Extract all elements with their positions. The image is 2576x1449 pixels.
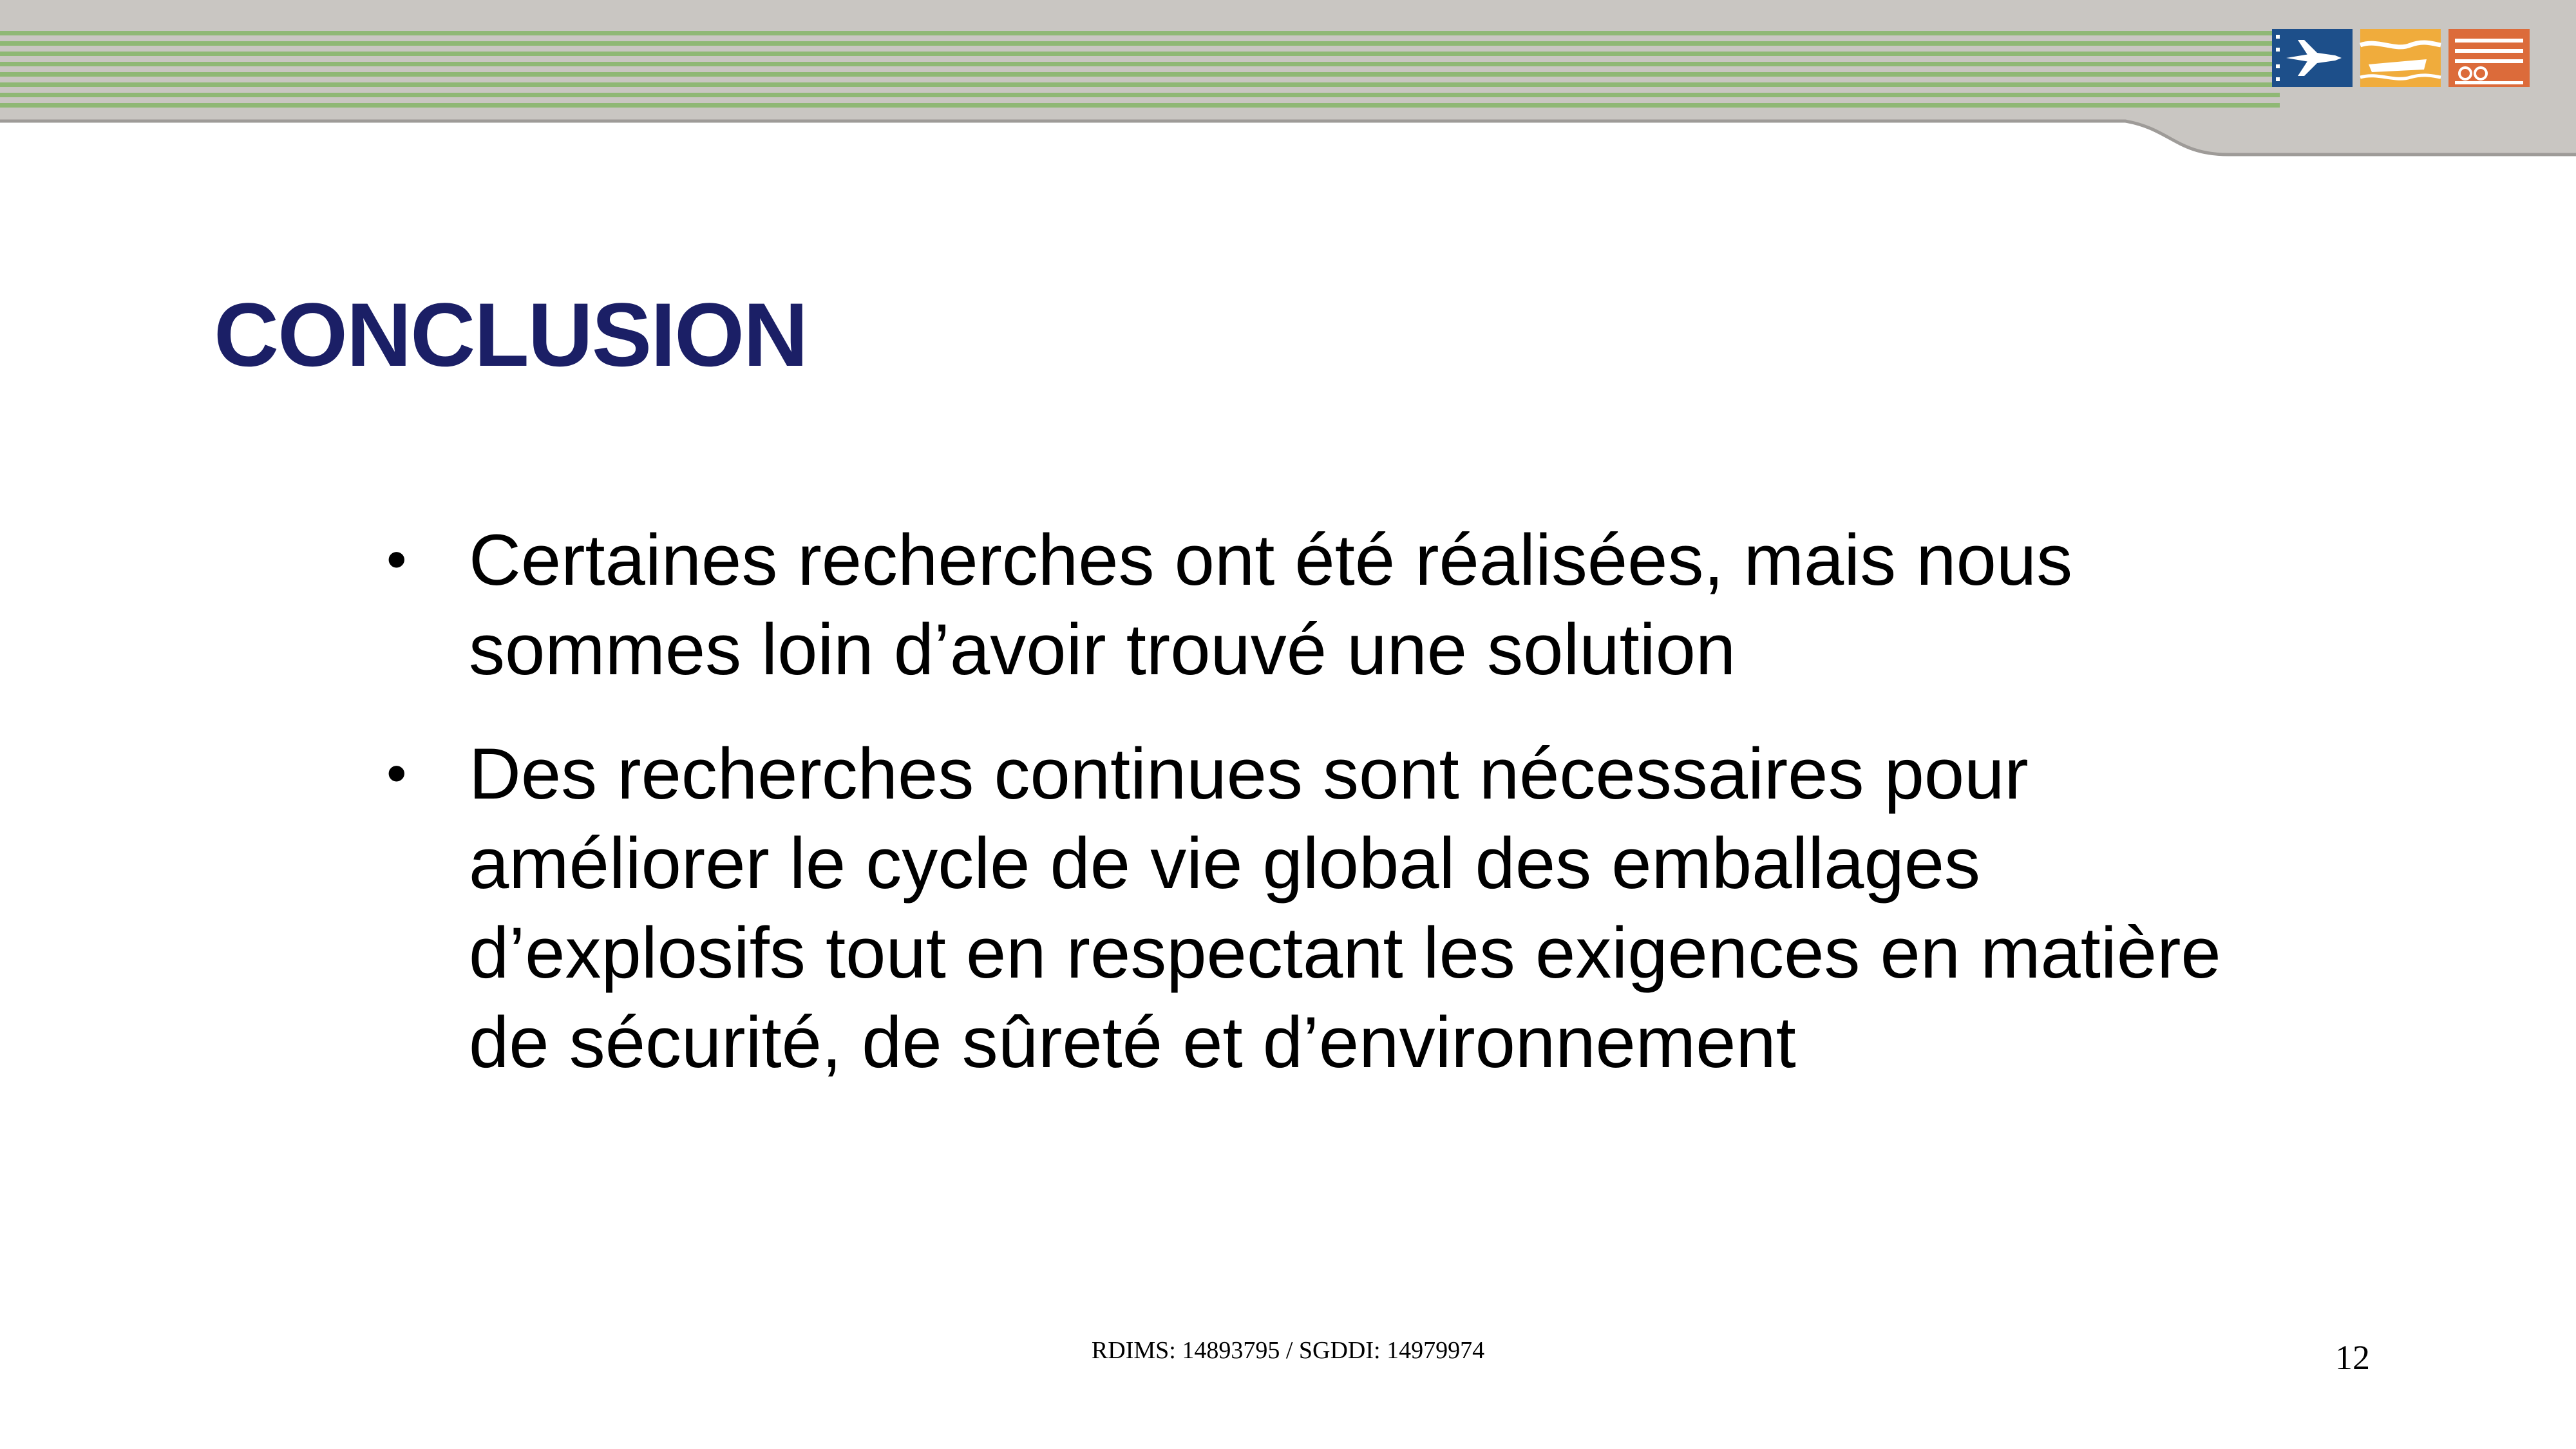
footer-reference: RDIMS: 14893795 / SGDDI: 14979974 (1091, 1337, 1485, 1364)
bullet-item (386, 515, 2254, 694)
page-number: 12 (2335, 1338, 2370, 1377)
air-transport-icon (2272, 29, 2353, 87)
bullet-item (386, 729, 2254, 1087)
bullet-list (386, 515, 2254, 1122)
transport-logos (2272, 26, 2530, 90)
bullet-text: Des recherches continues sont nécessaires pour améliorer le cycle de vie global des emballages d’explosifs tout en respectant les exigences en matière de sécurité, de sûreté et d’environnement (469, 734, 2221, 1083)
bullet-marker: • (386, 741, 407, 806)
header-band (0, 0, 2576, 167)
bullet-marker: • (386, 527, 407, 592)
rail-transport-icon (2448, 29, 2530, 87)
water-transport-icon (2360, 29, 2441, 87)
slide-title: CONCLUSION (214, 284, 808, 385)
bullet-text: Certaines recherches ont été réalisées, mais nous sommes loin d’avoir trouvé une solution (469, 520, 2073, 690)
